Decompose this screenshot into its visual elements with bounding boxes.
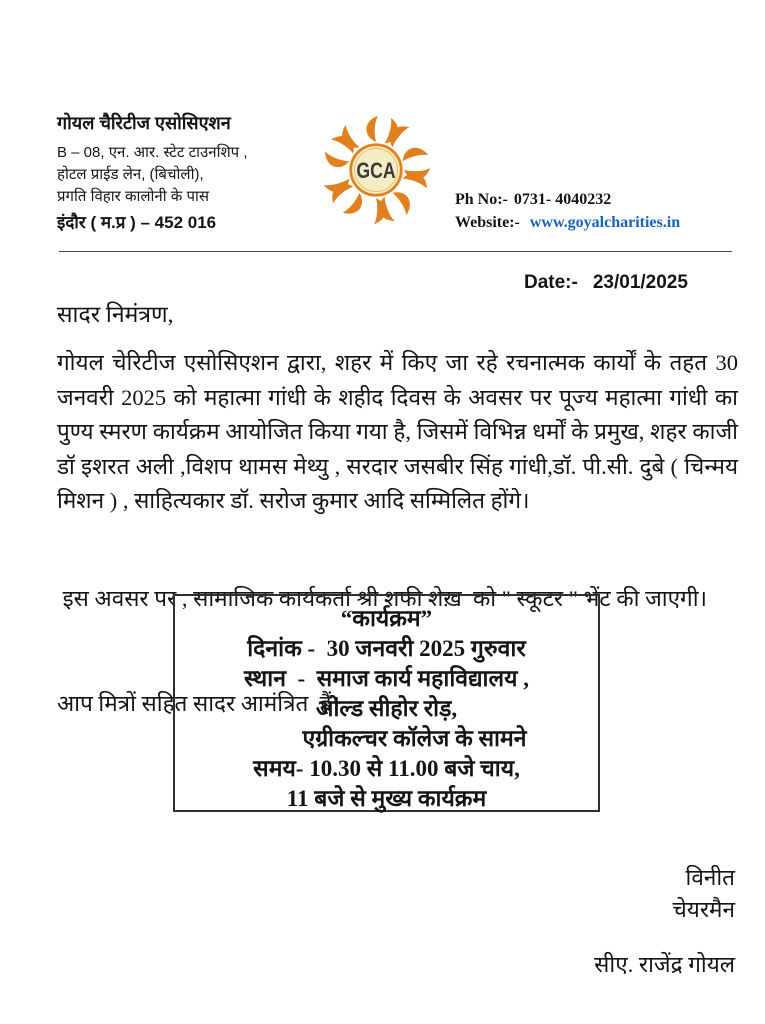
logo-text: GCA xyxy=(356,158,396,184)
website-line xyxy=(455,211,680,234)
program-time-line: समय- 10.30 से 11.00 बजे चाय, xyxy=(253,756,520,781)
program-time-line: 11 बजे से मुख्य कार्यक्रम xyxy=(286,786,487,811)
phone-line xyxy=(455,188,680,211)
date-line xyxy=(524,272,688,294)
signature-name: सीए. राजेंद्र गोयल xyxy=(594,952,735,977)
program-venue-line: स्थान - समाज कार्य महाविद्यालय , xyxy=(244,666,529,691)
paragraph-line: जनवरी 2025 को महात्मा गांधी के शहीद दिवस के अवसर पर पूज्य महात्मा गांधी का xyxy=(57,384,738,410)
paragraph-line: पुण्य स्मरण कार्यक्रम आयोजित किया गया है, जिसमें विभिन्न धर्मों के प्रमुख, शहर काजी xyxy=(57,419,738,444)
date-label: Date:- xyxy=(524,272,578,293)
date-value: 23/01/2025 xyxy=(592,272,688,293)
org-address-line: B – 08, एन. आर. स्टेट टाउनशिप , xyxy=(57,144,248,161)
website-label: Website:- xyxy=(455,214,520,231)
org-address-line: प्रगति विहार कालोनी के पास xyxy=(57,188,210,205)
website-link[interactable]: www.goyalcharities.in xyxy=(529,214,681,231)
paragraph-line: डॉ इशरत अली ,विशप थामस मेथ्यु , सरदार जसबीर सिंह गांधी,डॉ. पी.सी. दुबे ( चिन्मय xyxy=(57,453,738,479)
program-title: “कार्यक्रम” xyxy=(340,606,433,631)
paragraph-line: गोयल चेरिटीज एसोसिएशन द्वारा, शहर में किए जा रहे रचनात्मक कार्यों के तहत 30 xyxy=(57,350,738,375)
org-city-line: इंदौर ( म.प्र ) – 452 016 xyxy=(57,213,217,232)
org-address-line: होटल प्राईड लेन, (बिचोली), xyxy=(57,166,204,183)
program-date-line: दिनांक - 30 जनवरी 2025 गुरुवार xyxy=(247,636,526,661)
phone-label: Ph No:- xyxy=(455,191,508,208)
salutation: सादर निमंत्रण, xyxy=(57,302,174,327)
paragraph-line: मिशन ) , साहित्यकार डॉ. सरोज कुमार आदि सम्मिलित होंगे। xyxy=(57,488,530,513)
body-paragraph-1 xyxy=(57,346,738,519)
signature-closing: विनीत xyxy=(685,865,735,890)
contact-block xyxy=(455,188,680,234)
paragraph-line: इस अवसर पर , सामाजिक कार्यकर्ता श्री शफी शेख़ को " स्कूटर " भेंट की जाएगी। xyxy=(57,586,708,611)
phone-number: 0731- 4040232 xyxy=(513,191,612,208)
program-venue-line: ओल्ड सीहोर रोड़, xyxy=(315,696,458,721)
signature-block xyxy=(594,862,735,981)
org-name: गोयल चैरिटीज एसोसिएशन xyxy=(57,113,231,133)
header-divider xyxy=(59,251,732,252)
org-header-block xyxy=(57,111,248,233)
program-details-box xyxy=(173,594,600,812)
program-venue-line: एग्रीकल्चर कॉलेज के सामने xyxy=(302,726,527,751)
signature-designation: चेयरमैन xyxy=(672,897,735,922)
paragraph-line: आप मित्रों सहित सादर आमंत्रित हैं। xyxy=(57,691,341,716)
gca-sun-logo-icon xyxy=(313,112,439,228)
